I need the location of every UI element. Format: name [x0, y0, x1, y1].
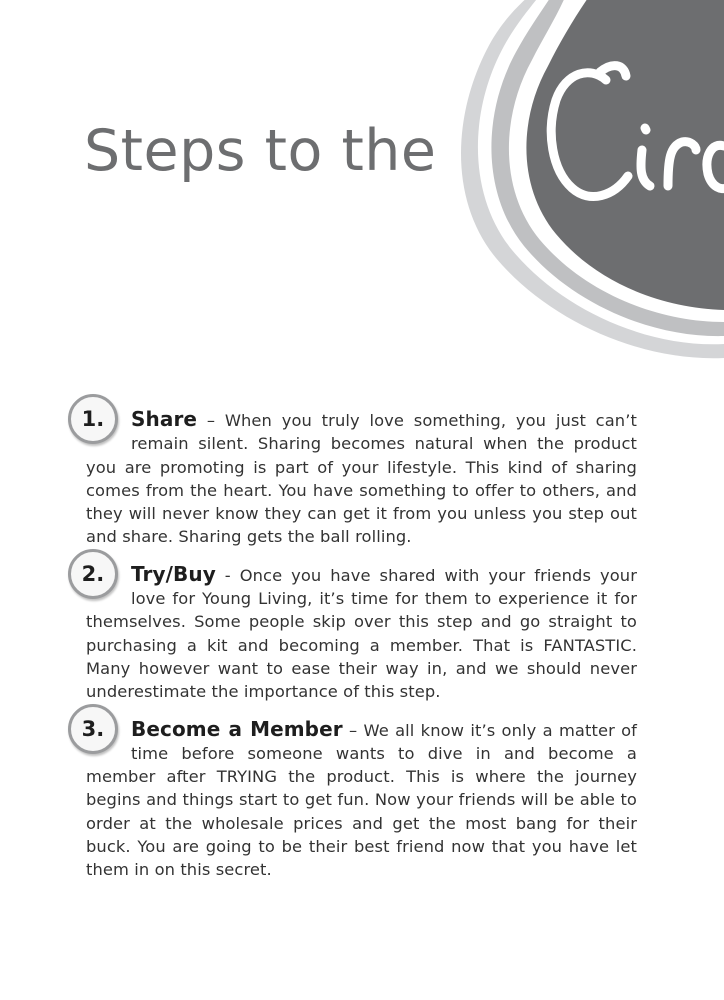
step-title: Share	[131, 407, 198, 431]
page-title: Steps to the	[84, 118, 437, 184]
step-number: 1.	[81, 407, 105, 431]
steps-list	[81, 407, 638, 896]
step-number-badge	[68, 549, 118, 599]
circle-logo	[0, 0, 724, 380]
step-number-badge	[68, 704, 118, 754]
step-share	[81, 407, 637, 549]
step-body: When you truly love something, you just can’t remain silent. Sharing becomes natural when the product you are promoting is part of your lifestyle. This kind of sharing comes from the heart. You have something to offer to others, and they will never know they can get it from you unless you step out and share. Sharing gets the ball rolling.	[86, 411, 637, 547]
step-try-buy	[81, 561, 637, 704]
step-separator: –	[342, 720, 364, 740]
step-body: We all know it’s only a matter of time before someone wants to dive in and become a member after TRYING the product. This is where the journey begins and things start to get fun. Now your friends will be able to order at the wholesale prices and get the most bang for their buck. You are going to be their best friend now that you have let them in on this secret.	[86, 720, 638, 880]
step-title: Try/Buy	[131, 561, 216, 586]
step-separator: –	[197, 411, 225, 430]
step-number: 2.	[81, 561, 105, 586]
step-title: Become a Member	[131, 716, 343, 741]
step-body: Once you have shared with your friends your love for Young Living, it’s time for them to experience it for themselves. Some people skip over this step and go straight to purchasing a kit and becoming a member. That is FANTASTIC. Many however want to ease their way in, and we should never underestimate the importance of this step.	[86, 565, 637, 702]
step-separator: -	[215, 565, 240, 585]
step-number-badge	[68, 394, 118, 444]
step-number: 3.	[81, 716, 105, 741]
step-become-member	[81, 716, 638, 882]
